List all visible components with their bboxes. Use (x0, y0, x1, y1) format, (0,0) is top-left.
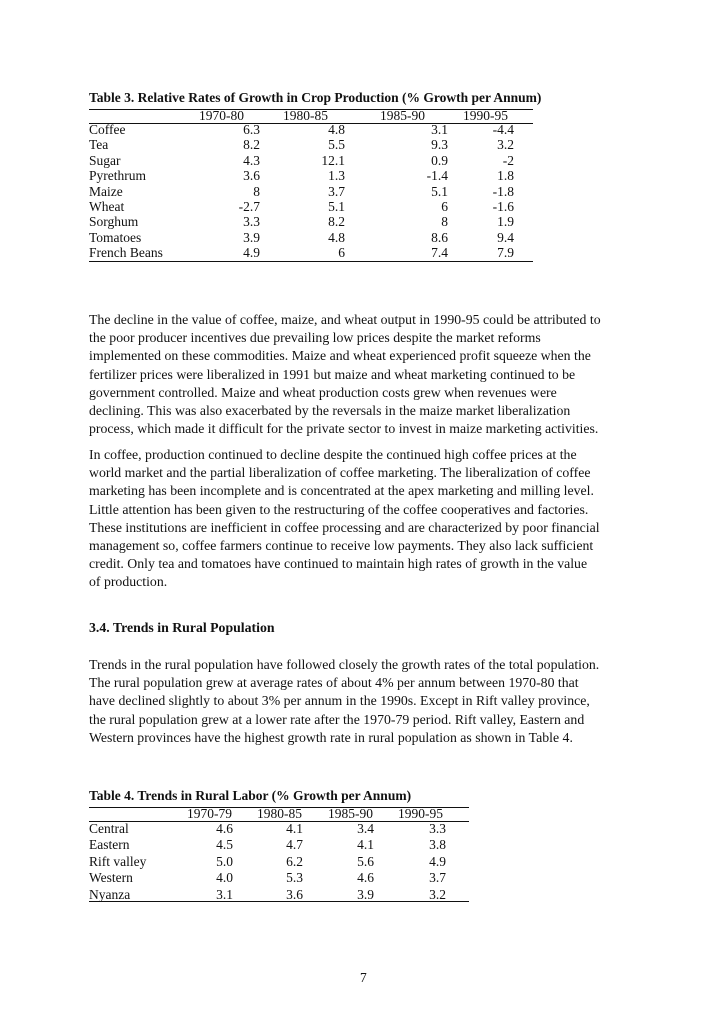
table4-cell: 3.2 (429, 886, 446, 902)
table4-cell: 5.0 (216, 853, 233, 869)
table3-cell: 8 (441, 214, 448, 230)
table3-cell: 1.3 (328, 168, 345, 184)
table3-cell: 3.3 (243, 214, 260, 230)
table3-cell: 6 (338, 245, 345, 261)
table4-cell: 3.1 (216, 886, 233, 902)
table3-cell: 3.7 (328, 183, 345, 199)
table4-cell: 3.7 (429, 870, 446, 886)
table3-header-rule (89, 123, 533, 124)
table3-cell: 4.8 (328, 229, 345, 245)
table3-cell: 9.4 (497, 229, 514, 245)
table4-cell: 3.6 (286, 886, 303, 902)
table3-cell: 4.3 (243, 152, 260, 168)
table3-cell: 3.1 (431, 122, 448, 137)
table4-cell: 4.5 (216, 837, 233, 853)
table3-header-1985-90: 1985-90 (380, 108, 425, 123)
table3-row-label: Sorghum (89, 214, 139, 230)
table3-cell: 5.5 (328, 137, 345, 153)
table3-cell: 6.3 (243, 122, 260, 137)
table4-cell: 4.6 (357, 870, 374, 886)
table3-header-1990-95: 1990-95 (463, 108, 508, 123)
table3-cell: 5.1 (431, 183, 448, 199)
text-line: the rural population grew at a lower rate after the 1970-79 period. Rift valley, Eastern and (89, 711, 585, 727)
table4-header-1985-90: 1985-90 (328, 806, 373, 821)
table4-cell: 3.8 (429, 837, 446, 853)
table3-cell: 1.8 (497, 168, 514, 184)
text-line: The decline in the value of coffee, maize, and wheat output in 1990-95 could be attributed to (89, 312, 601, 327)
text-line: process, which made it difficult for the private sector to invest in maize marketing activities. (89, 421, 599, 437)
table4-caption: Table 4. Trends in Rural Labor (% Growth per Annum) (89, 788, 412, 803)
table3-row-label: Tea (89, 137, 109, 153)
paragraph-coffee-maize-wheat-decline (89, 311, 649, 438)
text-line: credit. Only tea and tomatoes have continued to maintain high rates of growth in the value (89, 556, 588, 572)
table3-cell: 3.9 (243, 229, 260, 245)
table3-caption: Table 3. Relative Rates of Growth in Crop Production (% Growth per Annum) (89, 90, 542, 105)
table4-cell: 3.3 (429, 821, 446, 836)
table4-cell: 3.9 (357, 886, 374, 902)
table3-cell: 4.8 (328, 122, 345, 137)
table4-header-1970-79: 1970-79 (187, 806, 232, 821)
text-line: of production. (89, 574, 168, 590)
table4-bottom-rule (89, 901, 469, 902)
text-line: government controlled. Maize and wheat production costs grew when revenues were (89, 384, 557, 400)
table4-cell: 4.9 (429, 853, 446, 869)
table3-row-label: Maize (89, 183, 123, 199)
table4-cell: 3.4 (357, 821, 374, 836)
table4-cell: 6.2 (286, 853, 303, 869)
table4-header-rule (89, 821, 469, 822)
table4-cell: 4.0 (216, 870, 233, 886)
table3-cell: 8.2 (243, 137, 260, 153)
table3-cell: 8.2 (328, 214, 345, 230)
table3-header-1980-85: 1980-85 (283, 108, 328, 123)
table3-cell: -2 (502, 152, 514, 168)
text-line: These institutions are inefficient in coffee processing and are characterized by poor financial (89, 519, 600, 535)
table3-cell: 9.3 (431, 137, 448, 153)
table3-row-label: French Beans (89, 245, 163, 261)
table4-row-label: Central (89, 821, 129, 836)
table4-cell: 4.1 (286, 821, 303, 836)
text-line: marketing has been incomplete and is concentrated at the apex marketing and milling level. (89, 483, 594, 499)
table3-row-label: Pyrethrum (89, 168, 146, 184)
table3-cell: -1.4 (426, 168, 448, 184)
table4-cell: 4.6 (216, 821, 233, 836)
table3-cell: 5.1 (328, 199, 345, 214)
text-line: world market and the partial liberalization of coffee marketing. The liberalization of coffee (89, 465, 591, 481)
table4-cell: 4.1 (357, 837, 374, 853)
paragraph-rural-population-trends (89, 656, 649, 747)
text-line: The rural population grew at average rates of about 4% per annum between 1970-80 that (89, 675, 579, 691)
table3-cell: -4.4 (492, 122, 514, 137)
text-line: declining. This was also exacerbated by the reversals in the maize market liberalization (89, 403, 571, 419)
table3-header-1970-80: 1970-80 (199, 108, 244, 123)
section-heading: 3.4. Trends in Rural Population (89, 620, 275, 635)
table4-cell: 5.6 (357, 853, 374, 869)
table4-header-1980-85: 1980-85 (257, 806, 302, 821)
table3-bottom-rule (89, 261, 533, 262)
table3-cell: 0.9 (431, 152, 448, 168)
table4-cell: 5.3 (286, 870, 303, 886)
table3-row-label: Sugar (89, 152, 121, 168)
table3-cell: 1.9 (497, 214, 514, 230)
text-line: management so, coffee farmers continue to receive low payments. They also lack sufficient (89, 538, 594, 554)
table3-cell: -2.7 (238, 199, 260, 214)
text-line: have declined slightly to about 3% per annum in the 1990s. Except in Rift valley province, (89, 693, 590, 709)
paragraph-coffee-liberalization (89, 446, 649, 592)
table3-cell: 4.9 (243, 245, 260, 261)
table3-cell: 12.1 (321, 152, 345, 168)
table4-cell: 4.7 (286, 837, 303, 853)
text-line: fertilizer prices were liberalized in 1991 but maize and wheat marketing continued to be (89, 366, 576, 382)
table3-cell: 7.9 (497, 245, 514, 261)
text-line: Little attention has been given to the restructuring of the coffee cooperatives and factories. (89, 501, 589, 517)
table4-row-label: Eastern (89, 837, 130, 853)
text-line: Trends in the rural population have followed closely the growth rates of the total population. (89, 657, 600, 672)
table4-header-1990-95: 1990-95 (398, 806, 443, 821)
page-number: 7 (360, 970, 367, 985)
text-line: implemented on these commodities. Maize and wheat experienced profit squeeze when the (89, 348, 591, 364)
table3-cell: 7.4 (431, 245, 448, 261)
text-line: In coffee, production continued to decline despite the continued high coffee prices at the (89, 447, 577, 462)
table3-cell: 6 (441, 199, 448, 214)
table3-row-label: Wheat (89, 199, 125, 214)
table3-row-label: Coffee (89, 122, 126, 137)
table3-cell: 3.6 (243, 168, 260, 184)
table4-row-label: Nyanza (89, 886, 131, 902)
table3-cell: 8.6 (431, 229, 448, 245)
table4-row-label: Rift valley (89, 853, 147, 869)
table3-row-label: Tomatoes (89, 229, 142, 245)
text-line: Western provinces have the highest growth rate in rural population as shown in Table 4. (89, 729, 573, 745)
table3-cell: -1.6 (492, 199, 514, 214)
table3-cell: 3.2 (497, 137, 514, 153)
table3-cell: 8 (253, 183, 260, 199)
text-line: the poor producer incentives due prevailing low prices despite the market reforms (89, 330, 541, 346)
table4-row-label: Western (89, 870, 133, 886)
table3-cell: -1.8 (492, 183, 514, 199)
